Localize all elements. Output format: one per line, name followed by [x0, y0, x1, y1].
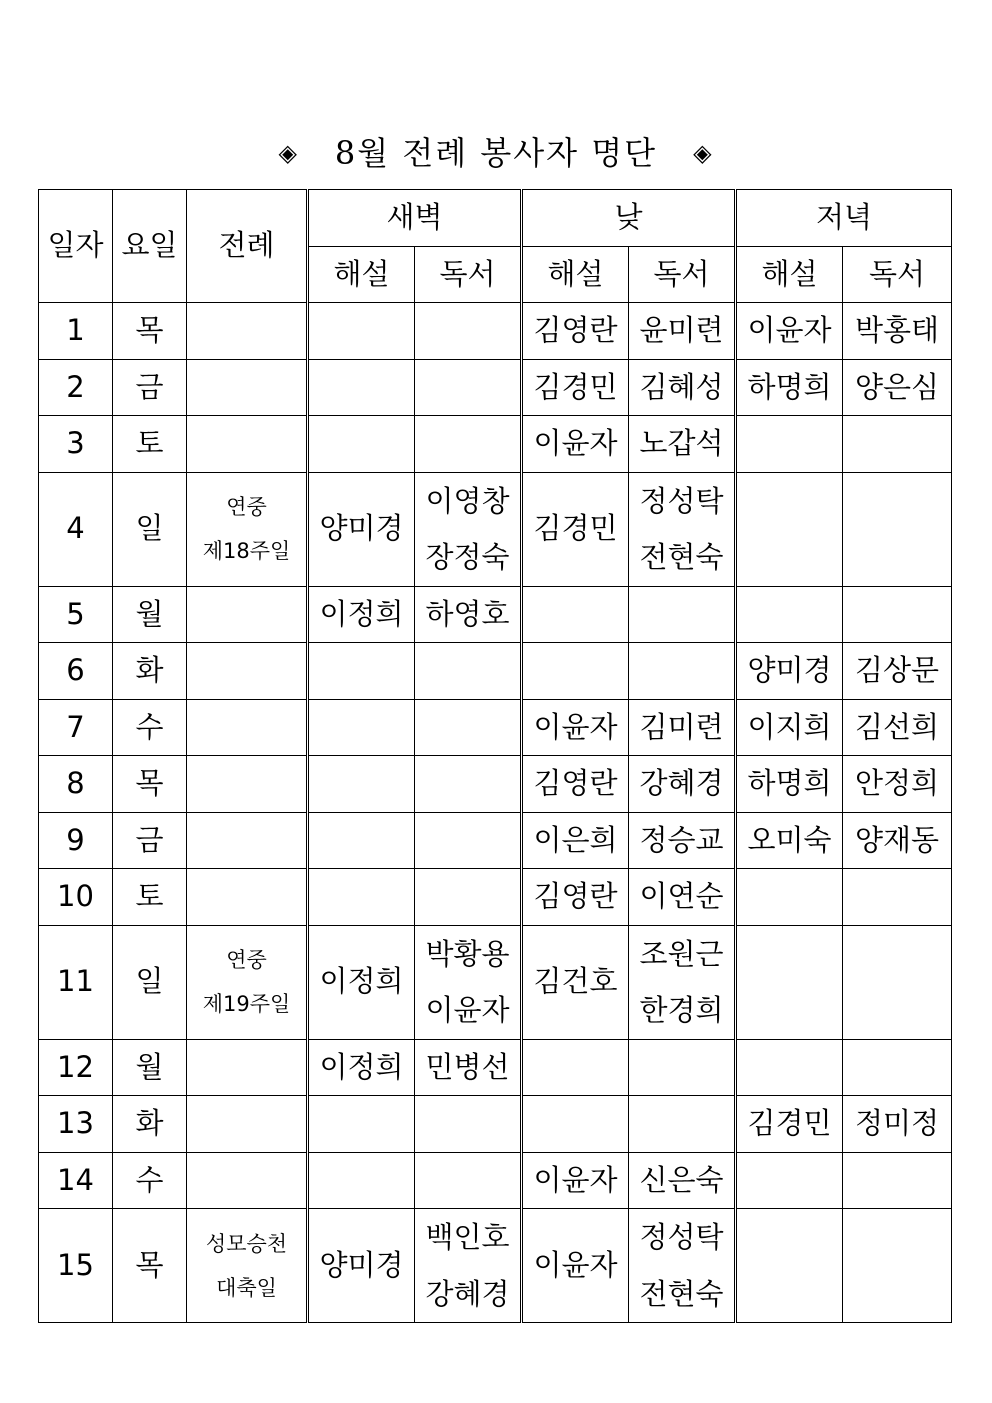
liturgy-cell: [187, 699, 308, 756]
evening-reading-cell: 김선희: [843, 699, 952, 756]
day-cell: 2: [39, 359, 113, 416]
liturgy-cell: [187, 925, 308, 1039]
evening-reading-cell: 박홍태: [843, 303, 952, 360]
cell-line: 제18주일: [202, 539, 291, 564]
liturgy-cell: [187, 472, 308, 586]
evening-commentary-cell: 양미경: [736, 643, 843, 700]
table-row: [39, 699, 952, 756]
cell-line: 정성탁: [639, 1220, 724, 1255]
dawn-commentary-cell: [308, 699, 415, 756]
day-cell: 13: [39, 1096, 113, 1153]
table-row: [39, 1096, 952, 1153]
dawn-commentary-cell: [308, 1096, 415, 1153]
cell-line: 정성탁: [639, 483, 724, 518]
liturgy-cell: [187, 812, 308, 869]
dawn-reading-cell: [415, 472, 522, 586]
header-noon-commentary: 해설: [522, 246, 629, 303]
table-row: [39, 643, 952, 700]
evening-commentary-cell: [736, 925, 843, 1039]
evening-reading-cell: [843, 925, 952, 1039]
weekday-cell: 토: [113, 416, 187, 473]
weekday-cell: 목: [113, 303, 187, 360]
noon-commentary-cell: 이은희: [522, 812, 629, 869]
table-row: [39, 359, 952, 416]
weekday-cell: 목: [113, 756, 187, 813]
evening-commentary-cell: 하명희: [736, 756, 843, 813]
evening-reading-cell: 양재동: [843, 812, 952, 869]
liturgy-cell: [187, 586, 308, 643]
cell-line: 대축일: [216, 1275, 277, 1300]
noon-commentary-cell: 김경민: [522, 472, 629, 586]
day-cell: 7: [39, 699, 113, 756]
noon-commentary-cell: 김영란: [522, 869, 629, 926]
evening-reading-cell: [843, 1209, 952, 1323]
cell-line: 백인호: [425, 1220, 510, 1255]
evening-commentary-cell: 오미숙: [736, 812, 843, 869]
day-cell: 12: [39, 1039, 113, 1096]
day-cell: 14: [39, 1152, 113, 1209]
cell-line: 전현숙: [639, 540, 724, 575]
dawn-commentary-cell: [308, 643, 415, 700]
dawn-commentary-cell: 양미경: [308, 472, 415, 586]
evening-reading-cell: 정미정: [843, 1096, 952, 1153]
cell-line: 성모승천: [205, 1231, 288, 1256]
evening-reading-cell: [843, 1039, 952, 1096]
dawn-commentary-cell: [308, 416, 415, 473]
weekday-cell: 화: [113, 1096, 187, 1153]
day-cell: 3: [39, 416, 113, 473]
dawn-commentary-cell: [308, 869, 415, 926]
table-row: [39, 303, 952, 360]
cell-line: 박황용: [425, 936, 510, 971]
noon-commentary-cell: 이윤자: [522, 1152, 629, 1209]
day-cell: 11: [39, 925, 113, 1039]
day-cell: 6: [39, 643, 113, 700]
liturgy-cell: [187, 643, 308, 700]
cell-line: 장정숙: [425, 540, 510, 575]
header-row: [39, 190, 952, 247]
noon-commentary-cell: 김영란: [522, 303, 629, 360]
noon-reading-cell: [629, 1096, 736, 1153]
noon-commentary-cell: [522, 643, 629, 700]
evening-commentary-cell: 이윤자: [736, 303, 843, 360]
noon-reading-cell: 이연순: [629, 869, 736, 926]
dawn-commentary-cell: [308, 1152, 415, 1209]
day-cell: 10: [39, 869, 113, 926]
day-cell: 9: [39, 812, 113, 869]
weekday-cell: 월: [113, 586, 187, 643]
liturgy-cell: [187, 1152, 308, 1209]
liturgy-cell: [187, 756, 308, 813]
day-cell: 5: [39, 586, 113, 643]
noon-reading-cell: 김혜성: [629, 359, 736, 416]
table-row: [39, 812, 952, 869]
weekday-cell: 일: [113, 925, 187, 1039]
header-dawn-reading: 독서: [415, 246, 522, 303]
table-row: [39, 472, 952, 586]
day-cell: 8: [39, 756, 113, 813]
dawn-reading-cell: [415, 812, 522, 869]
header-date: 일자: [39, 190, 113, 303]
weekday-cell: 토: [113, 869, 187, 926]
noon-commentary-cell: 이윤자: [522, 1209, 629, 1323]
evening-reading-cell: [843, 472, 952, 586]
diamond-icon: ◈: [693, 139, 714, 167]
dawn-reading-cell: 하영호: [415, 586, 522, 643]
dawn-reading-cell: [415, 416, 522, 473]
dawn-reading-cell: [415, 699, 522, 756]
evening-commentary-cell: [736, 586, 843, 643]
evening-reading-cell: [843, 416, 952, 473]
noon-reading-cell: [629, 472, 736, 586]
cell-line: 한경희: [639, 993, 724, 1028]
day-cell: 15: [39, 1209, 113, 1323]
weekday-cell: 금: [113, 812, 187, 869]
noon-reading-cell: 정승교: [629, 812, 736, 869]
evening-commentary-cell: [736, 416, 843, 473]
table-row: [39, 416, 952, 473]
table-row: [39, 869, 952, 926]
noon-commentary-cell: [522, 586, 629, 643]
dawn-reading-cell: [415, 1152, 522, 1209]
day-cell: 1: [39, 303, 113, 360]
cell-line: 전현숙: [639, 1276, 724, 1311]
day-cell: 4: [39, 472, 113, 586]
liturgy-cell: [187, 303, 308, 360]
diamond-icon: ◈: [278, 139, 299, 167]
cell-line: 이윤자: [425, 993, 510, 1028]
dawn-commentary-cell: 양미경: [308, 1209, 415, 1323]
liturgy-cell: [187, 359, 308, 416]
dawn-reading-cell: [415, 869, 522, 926]
header-dawn-commentary: 해설: [308, 246, 415, 303]
liturgy-cell: [187, 1096, 308, 1153]
evening-reading-cell: 안정희: [843, 756, 952, 813]
noon-reading-cell: 김미련: [629, 699, 736, 756]
table-row: [39, 1039, 952, 1096]
dawn-reading-cell: [415, 925, 522, 1039]
noon-reading-cell: 신은숙: [629, 1152, 736, 1209]
liturgy-cell: [187, 869, 308, 926]
noon-reading-cell: 윤미련: [629, 303, 736, 360]
table-row: [39, 1152, 952, 1209]
evening-reading-cell: [843, 586, 952, 643]
table-row: [39, 586, 952, 643]
noon-commentary-cell: 김영란: [522, 756, 629, 813]
cell-line: 이영창: [425, 483, 510, 518]
header-noon: 낮: [522, 190, 736, 247]
roster-body: [39, 190, 952, 1323]
noon-commentary-cell: [522, 1096, 629, 1153]
dawn-commentary-cell: 이정희: [308, 1039, 415, 1096]
weekday-cell: 수: [113, 699, 187, 756]
weekday-cell: 화: [113, 643, 187, 700]
noon-reading-cell: 강혜경: [629, 756, 736, 813]
document-title: [0, 128, 992, 174]
evening-reading-cell: 김상문: [843, 643, 952, 700]
dawn-reading-cell: [415, 756, 522, 813]
cell-line: 제19주일: [202, 992, 291, 1017]
evening-commentary-cell: 하명희: [736, 359, 843, 416]
evening-commentary-cell: [736, 869, 843, 926]
header-dawn: 새벽: [308, 190, 522, 247]
liturgy-cell: [187, 416, 308, 473]
dawn-reading-cell: 민병선: [415, 1039, 522, 1096]
noon-commentary-cell: 김건호: [522, 925, 629, 1039]
evening-commentary-cell: 김경민: [736, 1096, 843, 1153]
header-evening: 저녁: [736, 190, 952, 247]
header-liturgy: 전례: [187, 190, 308, 303]
weekday-cell: 금: [113, 359, 187, 416]
cell-line: 연중: [226, 494, 267, 519]
dawn-commentary-cell: 이정희: [308, 925, 415, 1039]
dawn-commentary-cell: [308, 303, 415, 360]
noon-reading-cell: [629, 643, 736, 700]
noon-commentary-cell: 이윤자: [522, 699, 629, 756]
table-row: [39, 1209, 952, 1323]
noon-commentary-cell: [522, 1039, 629, 1096]
noon-reading-cell: [629, 925, 736, 1039]
dawn-reading-cell: [415, 1096, 522, 1153]
header-weekday: 요일: [113, 190, 187, 303]
cell-line: 강혜경: [425, 1276, 510, 1311]
cell-line: 연중: [226, 948, 267, 973]
noon-commentary-cell: 김경민: [522, 359, 629, 416]
dawn-commentary-cell: 이정희: [308, 586, 415, 643]
dawn-commentary-cell: [308, 756, 415, 813]
noon-commentary-cell: 이윤자: [522, 416, 629, 473]
weekday-cell: 일: [113, 472, 187, 586]
evening-commentary-cell: [736, 1039, 843, 1096]
header-evening-commentary: 해설: [736, 246, 843, 303]
header-evening-reading: 독서: [843, 246, 952, 303]
dawn-reading-cell: [415, 359, 522, 416]
liturgy-cell: [187, 1209, 308, 1323]
evening-reading-cell: [843, 869, 952, 926]
roster-table: [38, 189, 952, 1323]
evening-commentary-cell: [736, 472, 843, 586]
title-text: 8월 전례 봉사자 명단: [334, 134, 658, 172]
weekday-cell: 목: [113, 1209, 187, 1323]
header-noon-reading: 독서: [629, 246, 736, 303]
cell-line: 조원근: [639, 936, 724, 971]
evening-commentary-cell: [736, 1152, 843, 1209]
weekday-cell: 월: [113, 1039, 187, 1096]
noon-reading-cell: 노갑석: [629, 416, 736, 473]
noon-reading-cell: [629, 1039, 736, 1096]
noon-reading-cell: [629, 1209, 736, 1323]
weekday-cell: 수: [113, 1152, 187, 1209]
table-row: [39, 925, 952, 1039]
table-row: [39, 756, 952, 813]
dawn-commentary-cell: [308, 812, 415, 869]
dawn-reading-cell: [415, 643, 522, 700]
noon-reading-cell: [629, 586, 736, 643]
dawn-reading-cell: [415, 1209, 522, 1323]
evening-commentary-cell: 이지희: [736, 699, 843, 756]
dawn-commentary-cell: [308, 359, 415, 416]
evening-reading-cell: [843, 1152, 952, 1209]
dawn-reading-cell: [415, 303, 522, 360]
liturgy-cell: [187, 1039, 308, 1096]
evening-commentary-cell: [736, 1209, 843, 1323]
evening-reading-cell: 양은심: [843, 359, 952, 416]
